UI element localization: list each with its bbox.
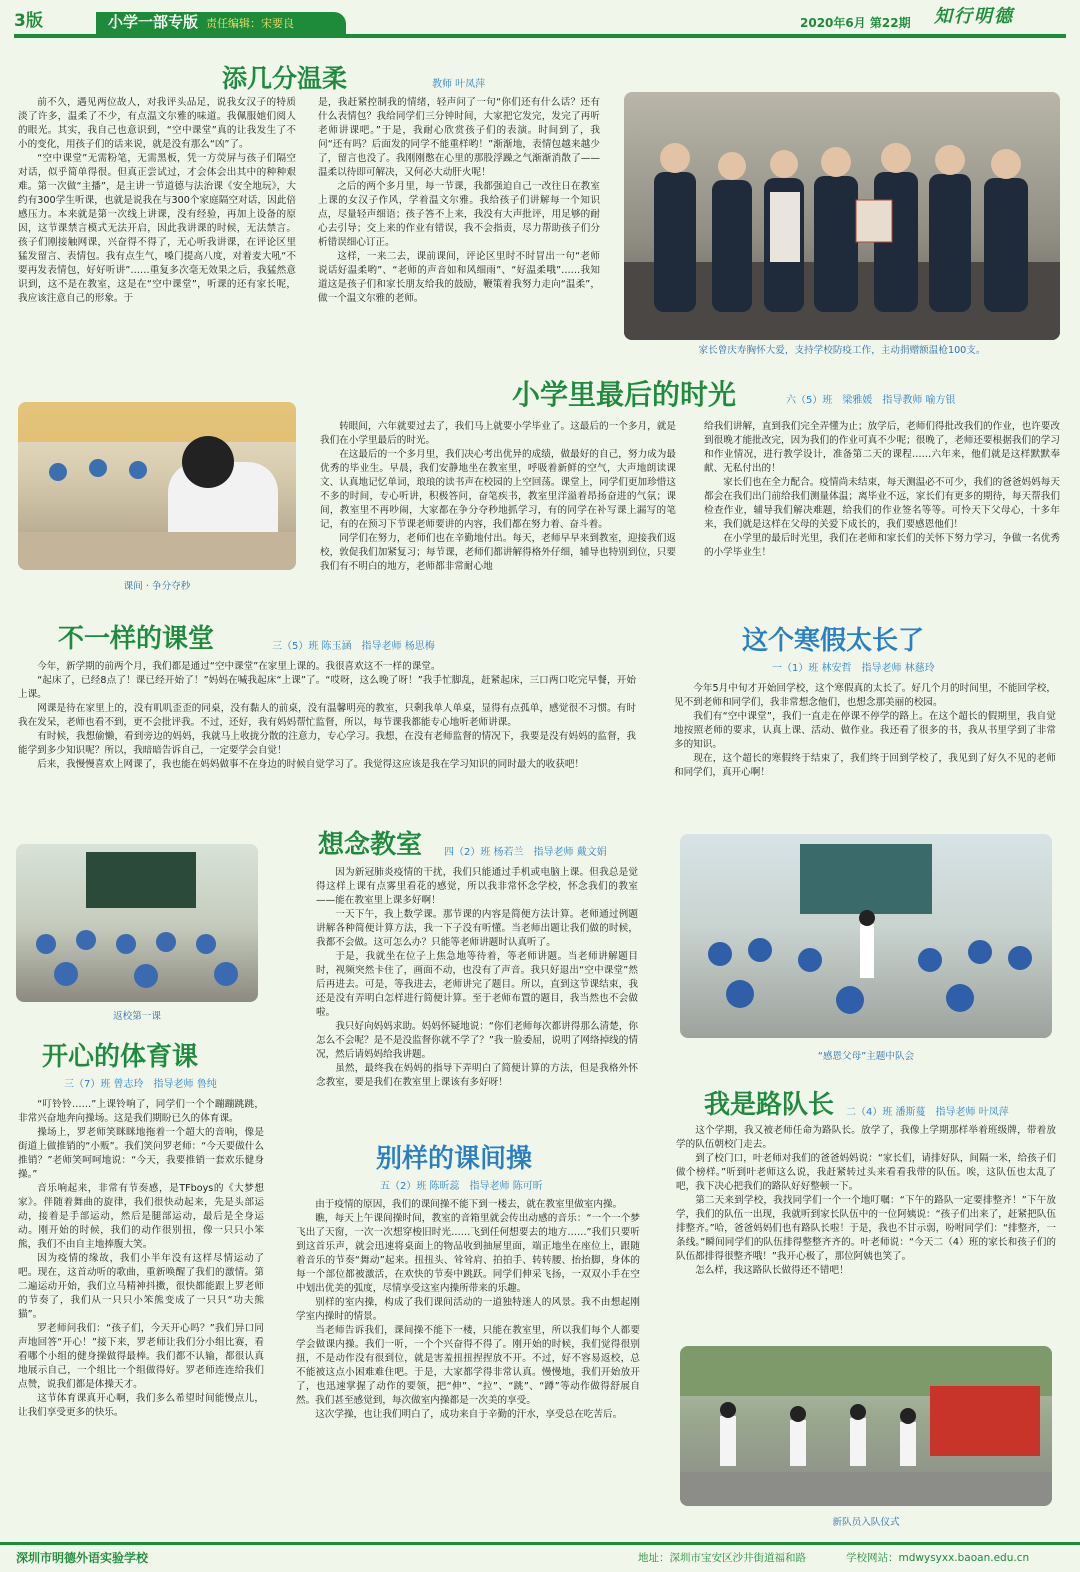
paragraph: 转眼间，六年就要过去了，我们马上就要小学毕业了。这最后的一个多月，就是我们在小学里最后的时光。 [320, 421, 676, 446]
gratitude-photo [680, 834, 1052, 1038]
paragraph: 之后的两个多月里，每一节课，我都强迫自己一改往日在教室上课的女汉子作风，学着温文尔雅。我给孩子们讲解每一个知识点，尽量轻声细语；孩子答不上来，我没有大声批评，用足够的耐心去引导；交上来的作业有错误，我不会指责，尽力帮助孩子们分析错误细心订正。 [318, 181, 600, 248]
photo-caption: 返校第一课 [113, 1011, 161, 1022]
paragraph: 我只好向妈妈求助。妈妈怀疑地说：“你们老师每次都讲得那么清楚，你怎么不会呢？是不是没监督你就不学了？”我一脸委屈，说明了网络掉线的情况，然后请妈妈给我讲题。 [316, 1021, 638, 1060]
page-header [0, 0, 1080, 44]
paragraph: 虽然，最终我在妈妈的指导下弄明白了简便计算的方法，但是我格外怀念教室，要是我们在教室里上课该有多好呀！ [316, 1063, 638, 1088]
section-banner [96, 12, 346, 36]
paragraph: 怎么样，我这路队长做得还不错吧！ [695, 1265, 849, 1276]
school-name: 深圳市明德外语实验学校 [16, 1551, 149, 1565]
article-column [320, 420, 676, 574]
paragraph: 前不久，遇见两位故人，对我评头品足，说我女汉子的特质淡了许多，温柔了不少，有点温文尔雅的味道。我佩服她们阅人的眼光。其实，我自己也意识到，“空中课堂”真的让我发生了不小的变化，用孩子们的话来说，就是没有那么“凶”了。 [18, 97, 296, 150]
editor-credit: 责任编辑：宋要良 [206, 17, 295, 30]
paragraph: 是，我赶紧控制我的情绪，轻声问了一句“你们还有什么话？还有什么表情包？我给同学们三分钟时间，大家把它发完，发完了再听老师讲课吧。”于是，我耐心欣赏孩子们的表演。时间到了，我问“还有吗？后面发的同学不能重样哟！”渐渐地，表情包越来越少了，留言也没了。我刚刚憋在心里的那股浮躁之气渐渐消散了——温柔以待即可解决，又何必大动肝火呢！ [318, 97, 600, 178]
page-number: 3版 [14, 11, 43, 31]
article-column [676, 1124, 1056, 1278]
paragraph: 给我们讲解，直到我们完全弄懂为止；放学后，老师们得批改我们的作业，也许要改到很晚才能批改完，因为我们的作业可真不少呢；很晚了，老师还要根据我们的学习和作业情况，进行教学设计，准备第二天的课程……六年来，他们就是这样默默奉献、无私付出的！ [704, 421, 1060, 474]
school-address: 地址：深圳市宝安区沙井街道福和路 [638, 1552, 806, 1564]
page-footer [0, 1542, 1080, 1572]
paragraph: 有时候，我想偷懒，看到旁边的妈妈，我就马上收拢分散的注意力，专心学习。我想，在没有老师监督的情况下，我要是没有妈妈的监督，我能学到多少知识呢？所以，我暗暗告诉自己，一定要学会自觉！ [18, 731, 636, 756]
paragraph: 因为疫情的缘故，我们小半年没有这样尽情运动了吧。现在，这首动听的歌曲，重新唤醒了我们的激情。第二遍运动开始，我们立马精神抖擞，很快都能跟上罗老师的节奏了，我们从一只只小笨熊变成了一只只“功夫熊猫”。 [18, 1253, 264, 1320]
article-column [704, 420, 1060, 560]
article-byline: 六（5）班 梁雅媛 指导教师 喻方银 [786, 395, 956, 406]
article-column [18, 660, 636, 772]
paragraph: 罗老师问我们：“孩子们，今天开心吗？”我们异口同声地回答“开心！”接下来，罗老师让我们分小组比赛，看看哪个小组的健身操做得最棒。我们都不认输，都很认真地展示自己，一个组比一个组做得好。罗老师连连给我们点赞，说我们都是体操天才。 [18, 1323, 264, 1390]
article-title: 这个寒假太长了 [742, 626, 925, 656]
paragraph: 于是，我就坐在位子上焦急地等待着，等老师讲题。当老师讲解题目时，视频突然卡住了，画面不动，也没有了声音。我只好退出“空中课堂”然后再进去。可是，等我进去，老师讲完了题目。所以，直到这节课结束，我还是没有弄明白怎样进行简便计算。至于老师布置的题目，我当然也不会做啦。 [316, 951, 638, 1018]
paragraph: 在这最后的一个多月里，我们决心考出优异的成绩，做最好的自己，努力成为最优秀的毕业生。早晨，我们安静地坐在教室里，呼吸着新鲜的空气，大声地朗读课文、认真地记忆单词，琅琅的读书声在校园的上空回荡。课堂上，同学们更加珍惜这不多的时间，专心听讲，积极答问，奋笔疾书，教室里洋溢着昂扬奋进的气氛；课间，教室里不再吵闹，大家都在争分夺秒地抓学习，有的同学在补写课上漏写的笔记，有的在预习下节课老师要讲的内容，我们都在努力着、奋斗着。 [320, 449, 676, 530]
photo-caption: 家长曾庆寿胸怀大爱，支持学校防疫工作，主动捐赠额温枪100支。 [698, 345, 986, 356]
paragraph: 瞧，每天上午课间操时间，教室的音箱里就会传出动感的音乐：“一个一个梦飞出了天窗，一次一次想穿梭旧时光……飞到任何想要去的地方……”我们只要听到这首乐声，就会迅速将桌面上的物品收到抽屉里面，端正地坐在座位上，跟随着音乐的节奏“舞动”起来。扭扭头、耸耸肩、拍拍手、转转腰、抬抬脚，身体的每一个部位都被激活，在欢快的节奏中跳跃。同学们伸采飞扬，一双双小手在空中划出优美的弧度，尽情享受这室内操所带来的乐趣。 [296, 1213, 640, 1294]
article-byline: 五（2）班 陈昕蕊 指导老师 陈可昕 [380, 1181, 543, 1192]
article-title: 小学里最后的时光 [512, 378, 737, 411]
article-title: 想念教室 [318, 830, 423, 860]
paragraph: 后来，我慢慢喜欢上网课了，我也能在妈妈做事不在身边的时候自觉学习了。我觉得这应该是我在学习知识的同时最大的收获吧！ [37, 759, 585, 770]
paragraph: 这个学期，我又被老师任命为路队长。放学了，我像上学期那样举着班级牌，带着放学的队伍朝校门走去。 [676, 1125, 1056, 1150]
article-byline: 二（4）班 潘斯蔓 指导老师 叶凤萍 [846, 1107, 1009, 1118]
paragraph: “起床了，已经8点了！课已经开始了！”妈妈在喊我起床“上课”了。“哎呀，这么晚了呀！”我手忙脚乱，赶紧起床，三口两口吃完早餐，开始上课。 [18, 675, 636, 700]
article-column [296, 1198, 640, 1422]
people-illustration [624, 92, 1060, 340]
photo-caption: “感恩父母”主题中队会 [817, 1051, 915, 1062]
assembly-illustration [680, 834, 1052, 1038]
paragraph: 今年，新学期的前两个月，我们都是通过“空中课堂”在家里上课的。我很喜欢这不一样的课堂。 [37, 661, 441, 672]
article-title: 开心的体育课 [42, 1042, 199, 1072]
footer-contact [638, 1551, 1029, 1565]
section-title: 小学一部专版 [108, 13, 199, 31]
article-column [318, 96, 600, 306]
paragraph: 今年5月中旬才开始回学校，这个寒假真的太长了。好几个月的时间里，不能回学校，见不到老师和同学们，我非常想念他们，也想念那美丽的校园。 [674, 683, 1056, 708]
paragraph: 现在，这个超长的寒假终于结束了，我们终于回到学校了，我见到了好久不见的老师和同学们，真开心啊！ [674, 753, 1056, 778]
article-column [18, 96, 296, 306]
paragraph: 同学们在努力，老师们也在辛勤地付出。每天，老师早早来到教室，迎接我们返校，敦促我们加紧复习；每节课，老师们都讲解得格外仔细，辅导也特别到位，只要我们有不明白的地方，老师都非常耐心地 [320, 533, 676, 572]
article-byline: 三（7）班 曾志玲 指导老师 鲁纯 [64, 1079, 217, 1090]
paragraph: 这样，一来二去，课前课间，评论区里时不时冒出一句“老师说话好温柔哟”、“老师的声音如和风细雨”、“好温柔哦”……我知道这是孩子们和家长朋友给我的鼓励，鞭策着我努力走向“温柔”，做一个温文尔雅的老师。 [318, 251, 600, 304]
ceremony-illustration [680, 1346, 1052, 1506]
article-column [18, 1098, 264, 1420]
paragraph: 到了校门口，叶老师对我们的爸爸妈妈说：“家长们，请排好队，间隔一米，给孩子们做个榜样。”听到叶老师这么说，我赶紧转过头来看看我带的队伍。唉，这队伍也太乱了吧，我下决心把我们的路队好好整顿一下。 [676, 1153, 1056, 1192]
lesson-illustration [16, 844, 258, 1002]
photo-caption: 课间 · 争分夺秒 [123, 581, 191, 592]
paragraph: “叮铃铃……”上课铃响了，同学们一个个蹦蹦跳跳，非常兴奋地奔向操场。这是我们期盼已久的体育课。 [18, 1099, 264, 1124]
paragraph: “空中课堂”无需粉笔，无需黑板，凭一方荧屏与孩子们隔空对话，似乎简单得很。但真正尝试过，才会体会出其中的种种艰难。第一次做“主播”，是主讲一节道德与法治课《安全地玩》，大约有300学生听课，也就是说我在与300个家庭隔空对话，因此倍感压力。本来就是第一次线上讲课，没有经验，再加上设备的原因，这节课禁言模式无法开启，因此我讲课的时候，无法禁言。孩子们刚接触网课，兴奋得不得了，无心听我讲课，在评论区里猛发留言、表情包。我有点生气，嗓门提高八度，对着麦大吼“不要再发表情包，好好听讲”……重复多次毫无效果之后，我猛然意识到，这不是在教室，这是在“空中课堂”，听课的还有家长呢，我应该注意自己的形象。于 [18, 153, 296, 304]
photo-caption: 新队员入队仪式 [832, 1517, 900, 1528]
paragraph: 一天下午，我上数学课。那节课的内容是简便方法计算。老师通过例题讲解各种简便计算方法，我一下子没有听懂。当老师出题让我们做的时候，我都不会做。这可怎么办？只能等老师讲题时认真听了。 [316, 909, 638, 948]
paragraph: 别样的室内操，构成了我们课间活动的一道独特迷人的风景。我不由想起刚学室内操时的情景。 [296, 1297, 640, 1322]
paragraph: 第二天来到学校，我找同学们一个一个地叮嘱：“下午的路队一定要排整齐！”下午放学，我们的队伍一出现，我就听到家长队伍中的一位阿姨说：“孩子们出来了，赶紧把队伍排整齐。”哈，爸爸妈妈们也有路队长啦！于是，我也不甘示弱，吩咐同学们：“排整齐，一条线。”瞬间同学们的队伍排得整整齐齐的。叶老师说：“今天二（4）班的家长和孩子们的队伍都排得很整齐哦！”我开心极了，那位阿姨也笑了。 [676, 1195, 1056, 1262]
masthead-logo: 知行明德 [934, 6, 1014, 27]
article-byline: 教师 叶凤萍 [432, 79, 486, 90]
article-title: 别样的课间操 [376, 1144, 533, 1174]
paragraph: 当老师告诉我们，课间操不能下一楼，只能在教室里，所以我们每个人都要学会做课内操。我们一听，一个个兴奋得不得了。刚开始的时候，我们觉得很别扭，不是动作没有很到位，就是害羞扭扭捏捏放不开。不过，好不容易返校，总不能被这点小困难难住吧。于是，大家都学得非常认真。慢慢地，我们开始放开了，也迅速掌握了动作的要领，把“伸”、“拉”、“跳”、“蹲”等动作做得舒展自然。我们甚至感觉到，每次做室内操都是一次美的享受。 [296, 1325, 640, 1406]
article-title: 不一样的课堂 [58, 624, 215, 654]
article-column [316, 866, 638, 1090]
paragraph: 家长们也在全力配合。疫情尚未结束，每天测温必不可少，我们的爸爸妈妈每天都会在我们出门前给我们测量体温；离毕业不远，家长们有更多的期待，每天帮我们检查作业，辅导我们解决难题，给我们的作业签名等等。可怜天下父母心，十多年来，我们就是这样在父母的关爱下成长的，我们要感恩他们！ [704, 477, 1060, 530]
paragraph: 这次学操，也让我们明白了，成功来自于辛勤的汗水，享受总在吃苦后。 [315, 1409, 623, 1420]
paragraph: 由于疫情的原因，我们的课间操不能下到一楼去，就在教室里做室内操。 [315, 1199, 623, 1210]
article-column [674, 682, 1056, 780]
article-title: 我是路队长 [704, 1090, 835, 1120]
paragraph: 因为新冠肺炎疫情的干扰，我们只能通过手机或电脑上课。但我总是觉得这样上课有点雾里看花的感觉，所以我非常怀念学校，怀念我们的教室——能在教室里上课多好啊！ [316, 867, 638, 906]
ceremony-photo [680, 1346, 1052, 1506]
donation-photo [624, 92, 1060, 340]
school-website: 学校网站：mdwysyxx.baoan.edu.cn [846, 1552, 1030, 1564]
paragraph: 我们有“空中课堂”，我们一直走在停课不停学的路上。在这个超长的假期里，我自觉地按照老师的要求，认真上课、活动、做作业。我还看了很多的书，我从书里学到了非常多的知识。 [674, 711, 1056, 750]
classroom-photo [18, 402, 296, 570]
paragraph: 在小学里的最后时光里，我们在老师和家长们的关怀下努力学习，争做一名优秀的小学毕业生！ [704, 533, 1060, 558]
article-byline: 四（2）班 杨若兰 指导老师 戴文娟 [444, 847, 607, 858]
issue-date: 2020年6月 第22期 [800, 16, 911, 30]
paragraph: 操场上，罗老师笑眯眯地拖着一个超大的音响，像是街道上做推销的“小贩”。我们笑问罗老师：“今天要做什么推销？”老师笑呵呵地说：“今天，我要推销一套欢乐健身操。” [18, 1127, 264, 1180]
paragraph: 这节体育课真开心啊，我们多么希望时间能慢点儿，让我们享受更多的快乐。 [18, 1393, 264, 1418]
article-byline: 一（1）班 林安哲 指导老师 林慈玲 [772, 663, 935, 674]
article-byline: 三（5）班 陈玉涵 指导老师 杨思梅 [272, 641, 435, 652]
students-illustration [18, 402, 296, 570]
return-photo [16, 844, 258, 1002]
article-title: 添几分温柔 [222, 64, 348, 93]
paragraph: 网课是待在家里上的，没有叽叽歪歪的同桌，没有黏人的前桌，没有温馨明亮的教室，只剩我单人单桌，显得有点孤单，感觉很不习惯。有时我在发呆，老师也看不到，更不会批评我。不过，还好，我有妈妈帮忙监督，所以，每节课我都能专心地听老师讲课。 [18, 703, 636, 728]
paragraph: 音乐响起来，非常有节奏感，是TFboys的《大梦想家》。伴随着舞曲的旋律，我们很快动起来，先是头部运动，接着是手部运动，然后是腿部运动，最后是全身运动。刚开始的时候，我们的动作很别扭，像一只只小笨熊，我们不由自主地捧腹大笑。 [18, 1183, 264, 1250]
